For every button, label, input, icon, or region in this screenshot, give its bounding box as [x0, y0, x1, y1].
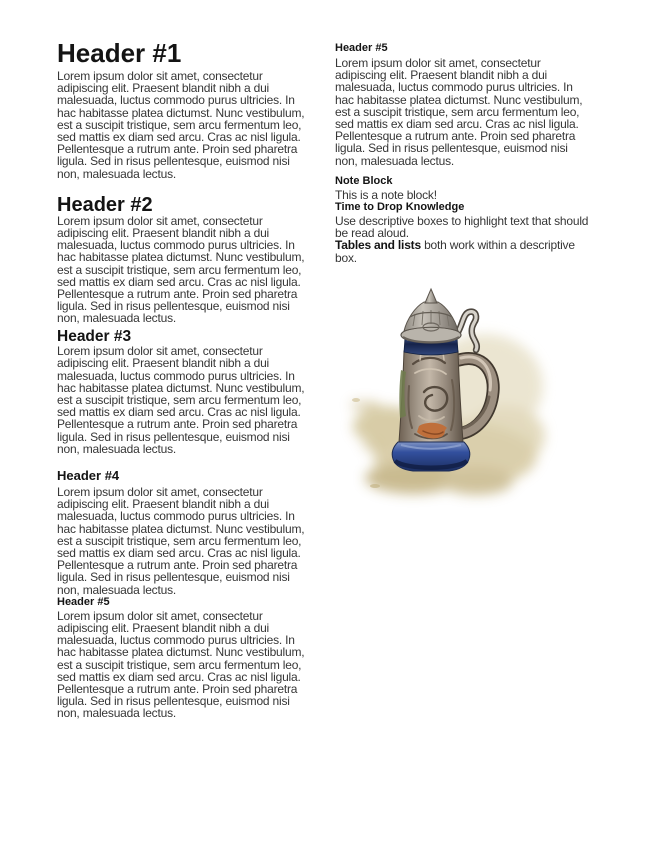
- heading-5-right: Header #5: [335, 42, 388, 54]
- paragraph-5: Lorem ipsum dolor sit amet, consectetur adipiscing elit. Praesent blandit nibh a dui malesuada, luctus commodo purus ultricies. In hac habitasse platea dictumst. Nunc vestibulum, est a suscipit tristique, sem arcu fermentum leo, sed mattis ex diam sed arcu. Cras ac nisl ligula. Pellentesque a rutrum ante. Proin sed pharetra ligula. Sed in risus pellentesque, euismod nisi non, malesuada lectus.: [57, 608, 305, 721]
- paragraph-1: Lorem ipsum dolor sit amet, consectetur adipiscing elit. Praesent blandit nibh a dui malesuada, luctus commodo purus ultricies. In hac habitasse platea dictumst. Nunc vestibulum, est a suscipit tristique, sem arcu fermentum leo, sed mattis ex diam sed arcu. Cras ac nisl ligula. Pellentesque a rutrum ante. Proin sed pharetra ligula. Sed in risus pellentesque, euismod nisi non, malesuada lectus.: [57, 69, 305, 181]
- heading-2: Header #2: [57, 193, 153, 216]
- paragraph-3: Lorem ipsum dolor sit amet, consectetur adipiscing elit. Praesent blandit nibh a dui malesuada, luctus commodo purus ultricies. In hac habitasse platea dictumst. Nunc vestibulum, est a suscipit tristique, sem arcu fermentum leo, sed mattis ex diam sed arcu. Cras ac nisl ligula. Pellentesque a rutrum ante. Proin sed pharetra ligula. Sed in risus pellentesque, euismod nisi non, malesuada lectus.: [57, 344, 305, 456]
- heading-3: Header #3: [57, 327, 132, 345]
- heading-1: Header #1: [57, 38, 182, 68]
- paragraph-2: Lorem ipsum dolor sit amet, consectetur adipiscing elit. Praesent blandit nibh a dui malesuada, luctus commodo purus ultricies. In hac habitasse platea dictumst. Nunc vestibulum, est a suscipit tristique, sem arcu fermentum leo, sed mattis ex diam sed arcu. Cras ac nisl ligula. Pellentesque a rutrum ante. Proin sed pharetra ligula. Sed in risus pellentesque, euismod nisi non, malesuada lectus.: [57, 213, 305, 326]
- heading-4: Header #4: [57, 467, 120, 483]
- note-block-text: This is a note block!: [335, 187, 437, 202]
- knowledge-title: Time to Drop Knowledge: [335, 201, 465, 214]
- tables-lists-rest: both work within a descriptive box.: [335, 238, 575, 265]
- knowledge-text: Use descriptive boxes to highlight text that should be read aloud.: [335, 214, 589, 241]
- beer-stein-figure: [335, 276, 575, 511]
- paragraph-4: Lorem ipsum dolor sit amet, consectetur adipiscing elit. Praesent blandit nibh a dui malesuada, luctus commodo purus ultricies. In hac habitasse platea dictumst. Nunc vestibulum, est a suscipit tristique, sem arcu fermentum leo, sed mattis ex diam sed arcu. Cras ac nisl ligula. Pellentesque a rutrum ante. Proin sed pharetra ligula. Sed in risus pellentesque, euismod nisi non, malesuada lectus.: [57, 484, 305, 597]
- note-block-title: Note Block: [335, 174, 393, 187]
- right-column: [335, 40, 590, 844]
- beer-stein-illustration: [335, 276, 575, 511]
- tables-lists-bold: Tables and lists: [335, 238, 421, 253]
- tables-lists-note: [335, 239, 590, 263]
- paragraph-6: Lorem ipsum dolor sit amet, consectetur adipiscing elit. Praesent blandit nibh a dui malesuada, luctus commodo purus ultricies. In hac habitasse platea dictumst. Nunc vestibulum, est a suscipit tristique, sem arcu fermentum leo, sed mattis ex diam sed arcu. Cras ac nisl ligula. Pellentesque a rutrum ante. Proin sed pharetra ligula. Sed in risus pellentesque, euismod nisi non, malesuada lectus.: [335, 56, 583, 168]
- heading-5-left: Header #5: [57, 595, 110, 608]
- left-column: [57, 40, 312, 844]
